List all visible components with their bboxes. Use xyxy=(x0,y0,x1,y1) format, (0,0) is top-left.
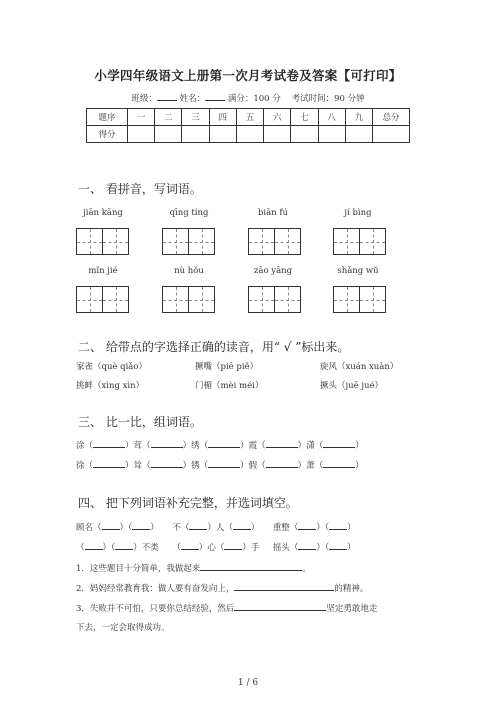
page-number: 1 / 6 xyxy=(237,678,259,688)
score-header-cell: 二 xyxy=(155,109,182,126)
section-2-heading: 二、 给带点的字选择正确的读音，用“ √ ”标出来。 xyxy=(78,340,350,354)
question-text: 。 xyxy=(302,564,311,574)
idiom-text: 摇头（ xyxy=(272,543,299,553)
answer-blank[interactable] xyxy=(151,459,183,468)
char: 霞 xyxy=(248,441,258,451)
name-blank xyxy=(205,91,225,101)
answer-blank[interactable] xyxy=(189,521,207,530)
char: 耸 xyxy=(133,461,143,471)
pinyin-label: nù hǒu xyxy=(174,266,204,276)
pinyin-label: jiān kāng xyxy=(83,208,123,218)
score-cell[interactable] xyxy=(345,126,372,143)
score-header-cell: 五 xyxy=(236,109,263,126)
char: 茸 xyxy=(133,441,143,451)
answer-blank[interactable] xyxy=(181,541,199,550)
char: 徐 xyxy=(76,461,85,471)
answer-blank[interactable] xyxy=(200,562,302,571)
full-score-label: 满分：100 分 xyxy=(227,94,281,104)
question-text: 的精神。 xyxy=(334,584,369,594)
score-table-header-row xyxy=(87,109,410,126)
question-text: 1．这些题目十分简单，我做起来 xyxy=(76,564,201,574)
answer-blank[interactable] xyxy=(93,459,125,468)
writing-grid[interactable] xyxy=(248,286,301,313)
answer-blank[interactable] xyxy=(151,439,183,448)
idiom-text: （ xyxy=(76,543,85,553)
idiom-text: 不（ xyxy=(172,523,190,533)
writing-grid[interactable] xyxy=(76,228,129,255)
reading-choice[interactable]: 撅嘴（piē piě） xyxy=(195,362,259,372)
score-header-cell: 八 xyxy=(318,109,345,126)
answer-blank[interactable] xyxy=(329,521,347,530)
reading-choice[interactable]: 家雀（què qiǎo） xyxy=(76,362,147,372)
idiom-text: ） xyxy=(347,523,356,533)
score-header-cell: 四 xyxy=(209,109,236,126)
idiom-text: ）（ xyxy=(316,523,330,533)
pinyin-label: biān fú xyxy=(257,208,289,218)
answer-blank[interactable] xyxy=(329,541,347,550)
answer-blank[interactable] xyxy=(298,521,316,530)
question-text: 2．妈妈经常教育我：做人要有奋发向上， xyxy=(76,584,235,594)
answer-blank[interactable] xyxy=(266,459,298,468)
score-cell[interactable] xyxy=(318,126,345,143)
writing-grid[interactable] xyxy=(76,286,129,313)
answer-blank[interactable] xyxy=(93,439,125,448)
char: 假 xyxy=(248,461,258,471)
question-text: 坚定勇敢地走 xyxy=(326,604,378,614)
score-cell[interactable] xyxy=(264,126,291,143)
score-cell[interactable] xyxy=(209,126,236,143)
score-table-score-row xyxy=(87,126,410,143)
section-4-heading: 四、 把下列词语补充完整，并选词填空。 xyxy=(78,496,298,510)
writing-grid[interactable] xyxy=(248,228,301,255)
section-1-heading: 一、 看拼音，写词语。 xyxy=(78,182,202,196)
score-cell[interactable] xyxy=(182,126,209,143)
idiom-line-2 xyxy=(76,541,356,553)
score-header-cell: 七 xyxy=(291,109,318,126)
reading-choice[interactable]: 门楣（mèi méi） xyxy=(195,381,264,391)
score-header-cell: 六 xyxy=(264,109,291,126)
class-blank xyxy=(157,91,177,101)
idiom-text: ）（ xyxy=(316,543,330,553)
question-2 xyxy=(76,582,368,594)
reading-choice[interactable]: 撅头（juē jué） xyxy=(320,381,383,391)
answer-blank[interactable] xyxy=(323,439,355,448)
char: 萧 xyxy=(306,461,315,471)
class-label: 班级： xyxy=(131,94,157,104)
idiom-text: ）手 xyxy=(242,543,260,553)
score-cell[interactable] xyxy=(373,126,410,143)
reading-choice[interactable]: 旋风（xuán xuàn） xyxy=(320,362,399,372)
idiom-text: （ xyxy=(172,543,181,553)
idiom-text: ）心（ xyxy=(198,543,225,553)
idiom-text: ）（ xyxy=(119,523,133,533)
question-3-continued: 下去，一定会取得成功。 xyxy=(76,623,170,633)
answer-blank[interactable] xyxy=(102,521,120,530)
section-3-heading: 三、 比一比，组词语。 xyxy=(78,415,202,429)
score-table xyxy=(86,108,410,143)
score-cell[interactable] xyxy=(291,126,318,143)
score-header-cell: 三 xyxy=(182,109,209,126)
char: 绣 xyxy=(191,441,200,451)
score-header-cell: 总分 xyxy=(373,109,410,126)
idiom-text: ）人（ xyxy=(207,523,233,533)
char: 涂 xyxy=(76,441,85,451)
score-cell[interactable] xyxy=(236,126,263,143)
pinyin-label: zāo yāng xyxy=(253,266,293,276)
answer-blank[interactable] xyxy=(234,602,326,611)
answer-blank[interactable] xyxy=(224,541,242,550)
exam-time-label: 考试时间：90 分钟 xyxy=(291,94,365,104)
score-header-cell: 题序 xyxy=(87,109,128,126)
answer-blank[interactable] xyxy=(115,541,133,550)
idiom-text: ） xyxy=(250,523,260,533)
score-row-label: 得分 xyxy=(87,126,128,143)
pinyin-label: shǎng wǔ xyxy=(337,266,379,276)
answer-blank[interactable] xyxy=(208,439,240,448)
writing-grid[interactable] xyxy=(162,228,215,255)
pinyin-label: mǐn jié xyxy=(88,266,118,276)
score-header-cell: 一 xyxy=(128,109,155,126)
idiom-text: ） xyxy=(347,543,356,553)
answer-blank[interactable] xyxy=(266,439,298,448)
idiom-text: ）不类 xyxy=(133,543,159,553)
writing-grid[interactable] xyxy=(333,228,386,255)
score-cell[interactable] xyxy=(128,126,155,143)
answer-blank[interactable] xyxy=(234,582,334,591)
char: 潇 xyxy=(306,441,315,451)
score-header-cell: 九 xyxy=(345,109,372,126)
compare-row-1: 涂（ ）茸（ ）绣（ ）霞（ ）潇（ ） xyxy=(76,441,364,451)
char: 锈 xyxy=(191,461,200,471)
idiom-text: ） xyxy=(150,523,159,533)
idiom-text: 重整（ xyxy=(272,523,299,533)
name-label: 姓名： xyxy=(179,94,206,104)
writing-grid[interactable] xyxy=(333,286,386,313)
score-cell[interactable] xyxy=(155,126,182,143)
answer-blank[interactable] xyxy=(85,541,103,550)
answer-blank[interactable] xyxy=(132,521,150,530)
writing-grid[interactable] xyxy=(162,286,215,313)
pinyin-label: jí bìng xyxy=(344,208,372,218)
answer-blank[interactable] xyxy=(323,459,355,468)
pinyin-label: qīng tíng xyxy=(169,208,209,218)
idiom-line-1 xyxy=(76,521,356,533)
question-1 xyxy=(76,562,311,574)
page-title: 小学四年级语文上册第一次月考试卷及答案【可打印】 xyxy=(94,68,402,83)
idiom-text: ）（ xyxy=(102,543,116,553)
question-3 xyxy=(76,602,377,614)
answer-blank[interactable] xyxy=(233,521,251,530)
answer-blank[interactable] xyxy=(208,459,240,468)
exam-info xyxy=(0,91,496,104)
answer-blank[interactable] xyxy=(298,541,316,550)
question-text: 3．失败并不可怕，只要你总结经验，然后 xyxy=(76,604,235,614)
compare-row-2: 徐（ ）耸（ ）锈（ ）假（ ）萧（ ） xyxy=(76,461,364,471)
idiom-text: 顾名（ xyxy=(76,523,102,533)
reading-choice[interactable]: 挑衅（xìng xìn） xyxy=(76,381,145,391)
